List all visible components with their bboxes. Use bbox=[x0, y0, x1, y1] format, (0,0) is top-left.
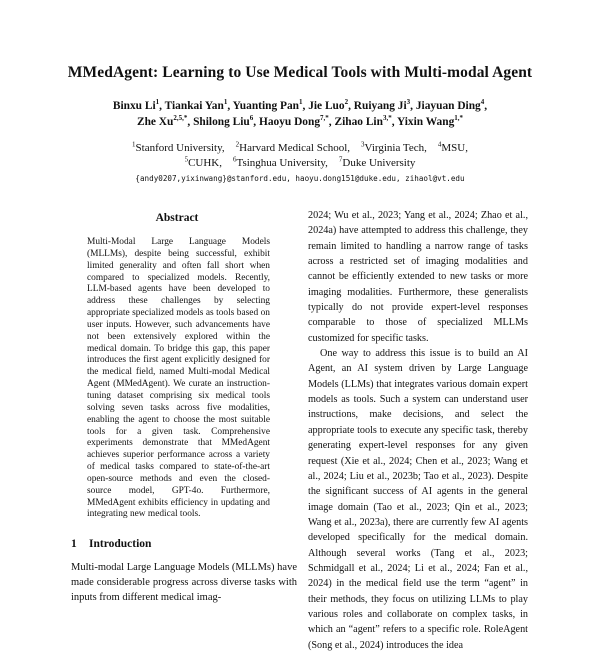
affiliation-line-2: $^5$CUHK, $^6$Tsinghua University, $^7$Duke University bbox=[184, 155, 416, 169]
author-name: Yixin Wang bbox=[396, 116, 455, 128]
author-sup: 3 bbox=[406, 98, 411, 107]
author-name: Yuanting Pan bbox=[232, 100, 299, 112]
author-line-2: Zhe $Xu^{2,5,*}$, Shilong Liu$^6$, Haoyu Dong$^{7,*}$, Zihao Lin$^{3,*}$, Yixin Wang$^{1,*}$ bbox=[136, 114, 464, 128]
author-name: Zihao Lin bbox=[334, 116, 383, 128]
author-emails: {andy0207,yixinwang}@stanford.edu, haoyu.dong151@duke.edu, zihaol@vt.edu bbox=[135, 174, 465, 183]
affiliation-name: Duke University bbox=[342, 157, 416, 169]
author-sup: 7,* bbox=[320, 114, 329, 123]
author-sup: 6 bbox=[249, 114, 254, 123]
affiliation-sup: 1 bbox=[132, 140, 136, 149]
author-name: Jiayuan Ding bbox=[415, 100, 481, 112]
affiliations bbox=[90, 141, 510, 171]
affiliation-name: Tsinghua University bbox=[236, 157, 326, 169]
author-list bbox=[80, 98, 520, 130]
author-sup: 1 bbox=[223, 98, 228, 107]
affiliation-sup: 7 bbox=[338, 155, 343, 164]
affiliation-sup: 6 bbox=[233, 155, 237, 164]
paragraph-agent: One way to address this issue is to build an AI Agent, an AI system driven by Large Language Models (LLMs) that integrates various domain expert models as tools. Such a system can understand user instructions, make decisions, and select the appropriate tools to execute any specific task, thereby generating expert-level responses for any given request (Xie et al., 2024; Chen et al., 2023; Wang et al., 2024; Liu et al., 2023b; Tao et al., 2023). Despite the significant success of AI agents in the general image domain (Tao et al., 2023; Qin et al., 2023; Wang et al., 2023a), there are currently few AI agents developed specifically for the medical domain. Although several works (Tang et al., 2023; Schmidgall et al., 2024; Li et al., 2024; Fan et al., 2024) in the medical field use the term “agent” in their methods, they focus on utilizing LLMs to play various roles and collaborate on complex tasks, in which an “agent” refers to a specific role. RoleAgent (Song et al., 2024) introduces the idea bbox=[308, 348, 528, 651]
affiliation-sup: 4 bbox=[437, 140, 442, 149]
author-name: Binxu Li bbox=[112, 100, 156, 112]
author-sup: 1 bbox=[155, 98, 160, 107]
affiliation-name: Stanford University bbox=[135, 142, 222, 154]
author-name: Zhe Xu bbox=[136, 116, 174, 128]
author-sup: 2,5,* bbox=[173, 114, 188, 123]
author-line-1: Binxu Li$^1$, Tiankai Yan$^1$, Yuanting Pan$^1$, Jie Luo$^2$, Ruiyang Ji$^3$, Jiayuan Ding$^4$, bbox=[112, 98, 488, 112]
affiliation-name: Harvard Medical School bbox=[239, 142, 348, 154]
introduction-text: Multi-modal Large Language Models (MLLMs) have made considerable progress across diverse tasks with inputs from different medical imag- bbox=[71, 562, 297, 603]
author-sup: 1 bbox=[298, 98, 303, 107]
affiliation-name: CUHK bbox=[188, 157, 220, 169]
paragraph-continuation: 2024; Wu et al., 2023; Yang et al., 2024; Zhao et al., 2024a) have attempted to address this challenge, they remain limited to handling a narrow range of tasks across a restricted set of imaging modalities and cannot be efficiently extended to new tasks or more imaging modalities. Furthermore, these generalists typically do not provide expert-level responses comparable to those of specialized MLLMs customized for specific tasks. bbox=[308, 210, 528, 344]
affiliation-name: Virginia Tech bbox=[364, 142, 425, 154]
author-sup: 2 bbox=[344, 98, 349, 107]
abstract-heading: Abstract bbox=[155, 212, 199, 224]
author-sup: 4 bbox=[480, 98, 485, 107]
section-number: 1 bbox=[71, 538, 77, 550]
section-heading-introduction bbox=[71, 538, 151, 550]
affiliation-sup: 3 bbox=[361, 140, 365, 149]
paper-title: MMedAgent: Learning to Use Medical Tools with Multi-modal Agent bbox=[67, 64, 533, 81]
author-name: Haoyu Dong bbox=[258, 116, 321, 128]
affiliation-name: MSU bbox=[441, 142, 466, 154]
author-sup: 1,* bbox=[454, 114, 464, 123]
affiliation-line-1: $^1$Stanford University, $^2$Harvard Medical School, $^3$Virginia Tech, $^4$MSU, bbox=[132, 140, 468, 154]
author-name: Shilong Liu bbox=[193, 116, 250, 128]
affiliation-sup: 2 bbox=[235, 140, 240, 149]
affiliation-sup: 5 bbox=[184, 155, 189, 164]
author-name: Jie Luo bbox=[308, 100, 345, 112]
author-name: Tiankai Yan bbox=[164, 100, 224, 112]
author-sup: 3,* bbox=[382, 114, 392, 123]
abstract-text: Multi-Modal Large Language Models (MLLMs), despite being successful, exhibit limited generality and often fall short when compared to specialized models. Recently, LLM-based agents have been developed to address these challenges by selecting appropriate specialized models as tools based on user inputs. However, such advancements have not been extensively explored within the medical domain. To bridge this gap, this paper introduces the first agent explicitly designed for the medical field, named Multi-modal Medical Agent (MMedAgent). We curate an instruction-tuning dataset comprising six medical tools solving seven tasks across five modalities, enabling the agent to choose the most suitable tools for a given task. Comprehensive experiments demonstrate that MMedAgent achieves superior performance across a variety of medical tasks compared to state-of-the-art open-source methods and even the closed-source model, GPT-4o. Furthermore, MMedAgent exhibits efficiency in updating and integrating new medical tools. bbox=[87, 237, 270, 520]
section-title: Introduction bbox=[89, 538, 152, 550]
right-column bbox=[308, 208, 528, 653]
author-name: Ruiyang Ji bbox=[353, 100, 407, 112]
